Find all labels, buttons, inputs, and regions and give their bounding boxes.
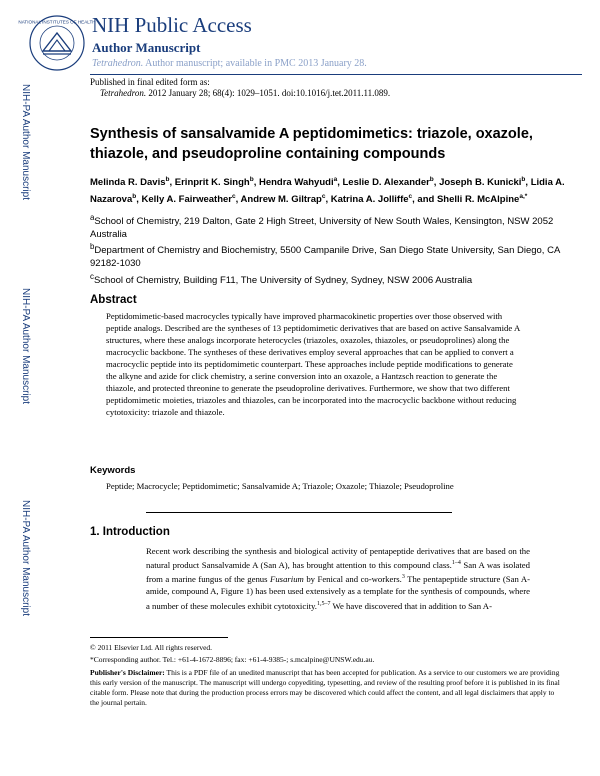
author-name: Lidia A. Nazarova bbox=[90, 177, 565, 206]
author-separator: , bbox=[325, 194, 331, 206]
published-label: Published in final edited form as: bbox=[90, 77, 210, 87]
author-name: Joseph B. Kunicki bbox=[439, 177, 522, 189]
intro-part: by Fenical and co-workers. bbox=[303, 574, 402, 585]
author-separator: , and bbox=[412, 194, 437, 206]
author-affiliation-mark: b bbox=[132, 193, 137, 201]
affiliation-b bbox=[90, 240, 584, 270]
author-affiliation-mark: c bbox=[408, 193, 413, 201]
affiliation-a bbox=[90, 211, 584, 241]
disclaimer-label: Publisher's Disclaimer: bbox=[90, 668, 165, 677]
citation-ref: 1,5–7 bbox=[316, 600, 331, 607]
author-name: Katrina A. Jolliffe bbox=[330, 194, 409, 206]
introduction-heading: 1. Introduction bbox=[90, 526, 170, 538]
header-rule bbox=[90, 74, 582, 75]
citation-journal: Tetrahedron. bbox=[100, 88, 147, 98]
copyright-note: © 2011 Elsevier Ltd. All rights reserved. bbox=[90, 643, 213, 652]
keywords-heading: Keywords bbox=[90, 465, 136, 476]
affiliation-text: School of Chemistry, 219 Dalton, Gate 2 High Street, University of New South Wales, Kensington, NSW 2052 Australia bbox=[90, 216, 554, 241]
journal-availability bbox=[92, 58, 367, 69]
author-name: Erinprit K. Singh bbox=[174, 177, 250, 189]
side-label-bottom: NIH-PA Author Manuscript bbox=[20, 500, 31, 616]
author-affiliation-mark: b bbox=[165, 176, 170, 183]
author-separator: , bbox=[337, 177, 343, 189]
author-affiliation-mark: a,* bbox=[519, 193, 528, 201]
published-citation bbox=[100, 88, 390, 98]
citation-details: 2012 January 28; 68(4): 1029–1051. doi:10.1016/j.tet.2011.11.089. bbox=[146, 88, 391, 98]
author-name: Hendra Wahyudi bbox=[258, 177, 334, 189]
nih-seal-logo bbox=[18, 14, 96, 72]
affiliation-c bbox=[90, 270, 584, 287]
author-affiliation-mark: a bbox=[333, 176, 338, 183]
author-separator: , bbox=[433, 177, 440, 189]
author-name: Andrew M. Giltrap bbox=[240, 194, 322, 206]
author-manuscript-label: Author Manuscript bbox=[92, 40, 201, 55]
author-name: Kelly A. Fairweather bbox=[141, 194, 232, 206]
author-name: Leslie D. Alexander bbox=[342, 177, 430, 189]
journal-name: Tetrahedron. bbox=[92, 58, 144, 69]
author-affiliation-mark: c bbox=[231, 193, 236, 201]
author-separator: , bbox=[235, 194, 241, 206]
author-separator: , bbox=[136, 194, 142, 206]
introduction-text bbox=[146, 545, 530, 612]
author-separator: , bbox=[253, 177, 259, 189]
author-name: Shelli R. McAlpine bbox=[436, 194, 520, 206]
section-divider bbox=[146, 512, 452, 513]
intro-part: Recent work describing the synthesis and biological activity of pentapeptide derivatives that are based on the natural product Sansalvamide A (San A), has brought attention to this compound class. bbox=[146, 546, 530, 571]
intro-part: San A was isolated from a marine fungus of the genus bbox=[146, 560, 530, 585]
corresponding-author-note: *Corresponding author. Tel.: +61-4-1672-8896; fax: +61-4-9385-; s.mcalpine@UNSW.edu.au. bbox=[90, 655, 375, 664]
author-list bbox=[90, 173, 584, 207]
genus-name: Fusarium bbox=[270, 574, 304, 585]
keywords-text: Peptide; Macrocycle; Peptidomimetic; Sansalvamide A; Triazole; Oxazole; Thiazole; Pseudoproline bbox=[106, 481, 454, 491]
footnote-rule bbox=[90, 637, 228, 638]
side-label-middle: NIH-PA Author Manuscript bbox=[20, 288, 31, 404]
citation-ref: 1–4 bbox=[451, 560, 461, 567]
nih-public-access-title: NIH Public Access bbox=[92, 13, 252, 37]
citation-ref: 3 bbox=[401, 574, 405, 581]
intro-part: The pentapeptide structure (San A-amide, compound A, Figure 1) has been used extensively as a template for the synthesis of compounds, where a number of these molecules exhibit cytotoxicity. bbox=[146, 574, 530, 611]
author-separator: , bbox=[169, 177, 175, 189]
author-name: Melinda R. Davis bbox=[90, 177, 166, 189]
publisher-disclaimer bbox=[90, 668, 560, 708]
journal-note: Author manuscript; available in PMC 2013 January 28. bbox=[143, 58, 367, 69]
abstract-text: Peptidomimetic-based macrocycles typically have improved pharmacokinetic properties over those observed with peptide analogs. Described are the syntheses of 13 peptidomimetic derivatives that are based on active Sansalvamide A structures, where these analogs incorporate heterocycles (triazoles, oxazoles, thiazoles, or pseudoprolines) along the macrocyclic backbone. The syntheses of these derivatives employ several approaches that can be applied to convert a macrocyclic peptide into its peptidomimetic counterpart. These approaches include peptide modifications to generate the alkyne and azide for click chemistry, a serine conversion into an oxazole, a Hantzsch reaction to generate the thiazole, and protected threonine to generate the pseudoproline derivatives. Furthermore, we show that two different peptidomimetic moieties, triazoles and thiazoles, can be incorporated into the macrocyclic backbone without reducing cytotoxicity: triazole and thiazole. bbox=[106, 311, 520, 417]
affiliation-mark: c bbox=[90, 272, 94, 281]
disclaimer-text: This is a PDF file of an unedited manuscript that has been accepted for publication. As a service to our customers we are providing this early version of the manuscript. The manuscript will undergo copyediting, typesetting, and review of the resulting proof before it is published in its final citable form. Please note that during the production process errors may be discovered which could affect the content, and all legal disclaimers that apply to the journal pertain. bbox=[90, 668, 560, 707]
author-affiliation-mark: c bbox=[321, 193, 326, 201]
author-affiliation-mark: b bbox=[429, 176, 434, 183]
side-label-top: NIH-PA Author Manuscript bbox=[20, 84, 31, 200]
affiliation-mark: a bbox=[90, 213, 95, 222]
author-affiliation-mark: b bbox=[521, 176, 526, 183]
intro-part: We have discovered that in addition to San A- bbox=[330, 600, 492, 611]
author-affiliation-mark: b bbox=[249, 176, 254, 183]
affiliation-mark: b bbox=[90, 242, 95, 251]
author-separator: , bbox=[525, 177, 531, 189]
affiliation-text: Department of Chemistry and Biochemistry, 5500 Campanile Drive, San Diego State University, San Diego, CA 92182-1030 bbox=[90, 245, 560, 270]
affiliation-text: School of Chemistry, Building F11, The University of Sydney, Sydney, NSW 2006 Australia bbox=[93, 275, 473, 287]
abstract-heading: Abstract bbox=[90, 294, 137, 306]
paper-title: Synthesis of sansalvamide A peptidomimetics: triazole, oxazole, thiazole, and pseudoproline containing compounds bbox=[90, 126, 533, 162]
logo-text: NATIONAL INSTITUTES OF HEALTH bbox=[18, 19, 96, 25]
